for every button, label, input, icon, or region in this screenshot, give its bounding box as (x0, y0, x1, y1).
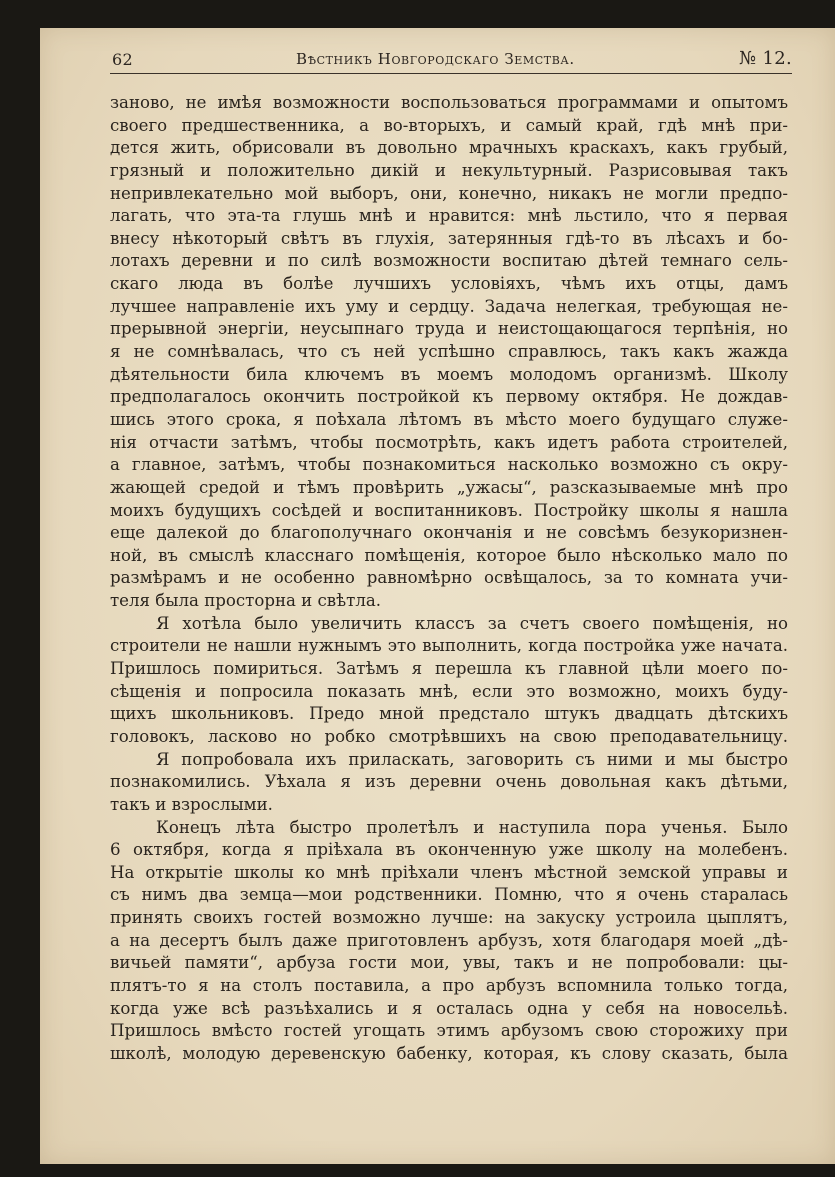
text-line: теля была просторна и свѣтла. (110, 591, 382, 611)
text-line: Я хотѣла было увеличить классъ за счетъ своего помѣщенія, но (156, 613, 788, 633)
text-line: сѣщенія и попросила показать мнѣ, если это возможно, моихъ буду- (110, 681, 788, 701)
text-line: когда уже всѣ разъѣхались и я осталась одна у себя на новосельѣ. (110, 998, 788, 1018)
text-line: лагать, что эта-та глушь мнѣ и нравится: мнѣ льстило, что я первая (110, 206, 788, 226)
text-line: На открытіе школы ко мнѣ пріѣхали членъ мѣстной земской управы и (110, 862, 788, 882)
text-line: моихъ будущихъ сосѣдей и воспитанниковъ. Постройку школы я нашла (110, 500, 788, 520)
text-line: я не сомнѣвалась, что съ ней успѣшно справлюсь, такъ какъ жажда (110, 342, 788, 362)
page-number: 62 (112, 50, 133, 69)
text-line: еще далекой до благополучнаго окончанія и не совсѣмъ безукоризнен- (110, 523, 788, 543)
text-line: принять своихъ гостей возможно лучше: на закуску устроила цыплятъ, (110, 908, 788, 928)
text-line: дѣятельности била ключемъ въ моемъ молодомъ организмѣ. Школу (110, 364, 788, 384)
text-line: жающей средой и тѣмъ провѣрить „ужасы“, разсказываемые мнѣ про (110, 477, 788, 497)
running-header (76, 48, 792, 78)
text-line: съ нимъ два земца—мои родственники. Помню, что я очень старалась (110, 885, 788, 905)
text-line: познакомились. Уѣхала я изъ деревни очень довольная какъ дѣтьми, (110, 772, 788, 792)
journal-title: Вѣстникъ Новгородскаго Земства. (296, 50, 575, 68)
text-line: строители не нашли нужнымъ это выполнить, когда постройка уже начата. (110, 636, 788, 656)
text-line: такъ и взрослыми. (110, 794, 273, 814)
text-line: нія отчасти затѣмъ, чтобы посмотрѣть, какъ идетъ работа строителей, (110, 432, 788, 452)
text-line: дется жить, обрисовали въ довольно мрачныхъ краскахъ, какъ грубый, (110, 138, 788, 158)
text-line: Пришлось вмѣсто гостей угощать этимъ арбузомъ свою сторожиху при (110, 1021, 788, 1041)
text-line: Я попробовала ихъ приласкать, заговорить съ ними и мы быстро (156, 749, 788, 769)
text-line: шись этого срока, я поѣхала лѣтомъ въ мѣсто моего будущаго служе- (110, 409, 788, 429)
text-line: размѣрамъ и не особенно равномѣрно освѣщалось, за то комната учи- (110, 568, 788, 588)
text-line: предполагалось окончить постройкой къ первому октября. Не дождав- (110, 387, 788, 407)
body-text (110, 92, 788, 1066)
text-line: непривлекательно мой выборъ, они, конечно, никакъ не могли предпо- (110, 183, 788, 203)
header-rule (110, 73, 792, 74)
text-line: вичьей памяти“, арбуза гости мои, увы, такъ и не попробовали: цы- (110, 953, 788, 973)
text-line: Пришлось помириться. Затѣмъ я перешла къ главной цѣли моего по- (110, 659, 788, 679)
text-line: внесу нѣкоторый свѣтъ въ глухія, затерянныя гдѣ-то въ лѣсахъ и бо- (110, 228, 788, 248)
text-line: лучшее направленіе ихъ уму и сердцу. Задача нелегкая, требующая не- (110, 296, 788, 316)
text-line: грязный и положительно дикій и некультурный. Разрисовывая такъ (110, 160, 788, 180)
text-line: прерывной энергіи, неусыпнаго труда и неистощающагося терпѣнія, но (110, 319, 788, 339)
text-line: школѣ, молодую деревенскую бабенку, которая, къ слову сказать, была (110, 1043, 788, 1063)
text-line: лотахъ деревни и по силѣ возможности воспитаю дѣтей темнаго сель- (110, 251, 788, 271)
text-line: головокъ, ласково но робко смотрѣвшихъ на свою преподавательницу. (110, 726, 788, 746)
text-line: ной, въ смыслѣ класснаго помѣщенія, которое было нѣсколько мало по (110, 545, 788, 565)
text-line: заново, не имѣя возможности воспользоваться программами и опытомъ (110, 93, 788, 112)
text-line: а на десертъ былъ даже приготовленъ арбузъ, хотя благодаря моей „дѣ- (110, 930, 788, 950)
text-line: скаго люда въ болѣе лучшихъ условіяхъ, чѣмъ ихъ отцы, дамъ (110, 274, 788, 294)
issue-number: № 12. (739, 48, 792, 69)
text-line: щихъ школьниковъ. Предо мной предстало штукъ двадцать дѣтскихъ (110, 704, 788, 724)
text-line: 6 октября, когда я пріѣхала въ оконченную уже школу на молебенъ. (110, 840, 788, 860)
text-line: а главное, затѣмъ, чтобы познакомиться насколько возможно съ окру- (110, 455, 788, 475)
text-line: плятъ-то я на столъ поставила, а про арбузъ вспомнила только тогда, (110, 975, 788, 995)
text-line: Конецъ лѣта быстро пролетѣлъ и наступила пора ученья. Было (156, 817, 788, 837)
text-line: своего предшественника, а во-вторыхъ, и самый край, гдѣ мнѣ при- (110, 115, 788, 135)
